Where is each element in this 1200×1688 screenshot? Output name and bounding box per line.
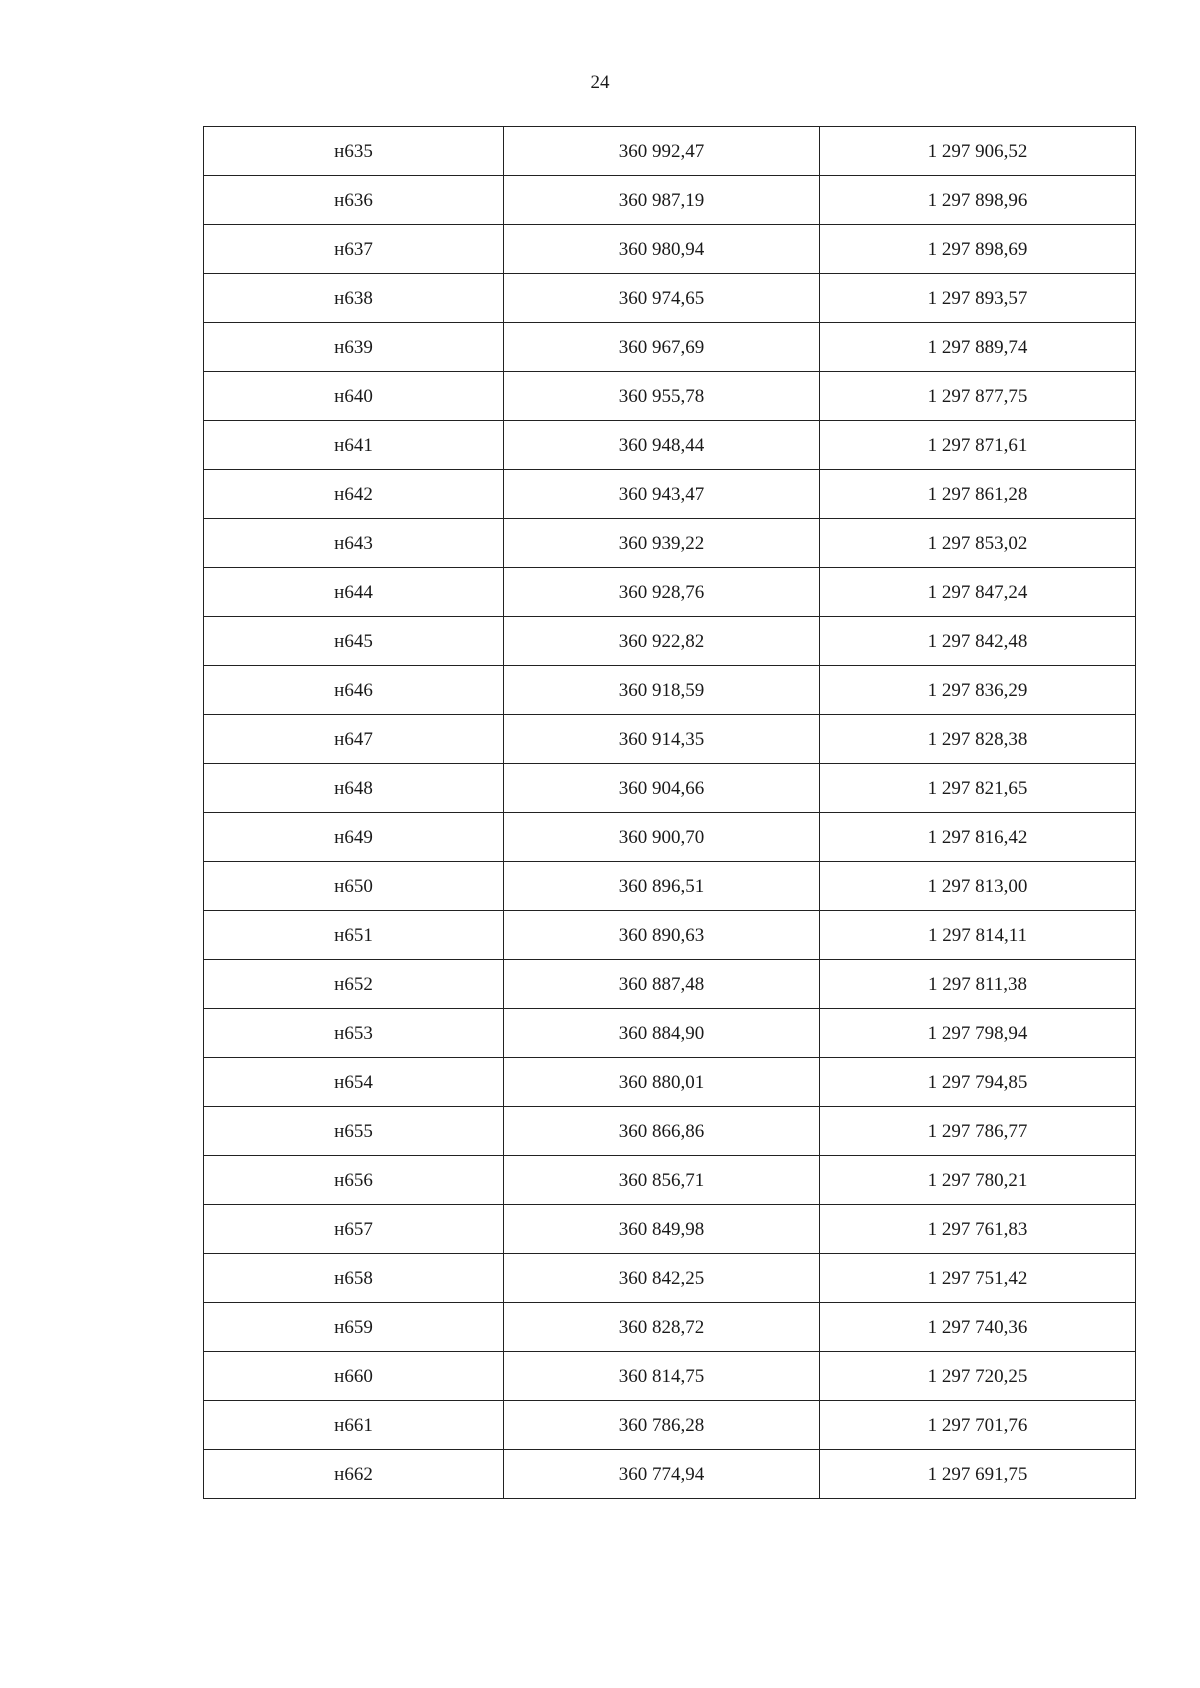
table-row: [204, 1352, 1136, 1401]
point-id-cell: н652: [204, 960, 504, 1009]
x-coordinate-cell: 360 842,25: [504, 1254, 820, 1303]
x-coordinate-cell: 360 814,75: [504, 1352, 820, 1401]
point-id-cell: н640: [204, 372, 504, 421]
point-id-cell: н646: [204, 666, 504, 715]
y-coordinate-cell: 1 297 898,69: [820, 225, 1136, 274]
y-coordinate-cell: 1 297 751,42: [820, 1254, 1136, 1303]
y-coordinate-cell: 1 297 861,28: [820, 470, 1136, 519]
y-coordinate-cell: 1 297 813,00: [820, 862, 1136, 911]
y-coordinate-cell: 1 297 761,83: [820, 1205, 1136, 1254]
x-coordinate-cell: 360 884,90: [504, 1009, 820, 1058]
x-coordinate-cell: 360 900,70: [504, 813, 820, 862]
table-row: [204, 519, 1136, 568]
table-row: [204, 1254, 1136, 1303]
y-coordinate-cell: 1 297 836,29: [820, 666, 1136, 715]
table-row: [204, 1156, 1136, 1205]
x-coordinate-cell: 360 922,82: [504, 617, 820, 666]
point-id-cell: н661: [204, 1401, 504, 1450]
point-id-cell: н660: [204, 1352, 504, 1401]
table-row: [204, 323, 1136, 372]
x-coordinate-cell: 360 887,48: [504, 960, 820, 1009]
x-coordinate-cell: 360 880,01: [504, 1058, 820, 1107]
table-row: [204, 666, 1136, 715]
table-row: [204, 862, 1136, 911]
table-row: [204, 1303, 1136, 1352]
y-coordinate-cell: 1 297 811,38: [820, 960, 1136, 1009]
y-coordinate-cell: 1 297 853,02: [820, 519, 1136, 568]
x-coordinate-cell: 360 992,47: [504, 127, 820, 176]
point-id-cell: н644: [204, 568, 504, 617]
x-coordinate-cell: 360 904,66: [504, 764, 820, 813]
table-row: [204, 911, 1136, 960]
coordinates-table-body: [204, 127, 1136, 1499]
x-coordinate-cell: 360 939,22: [504, 519, 820, 568]
x-coordinate-cell: 360 786,28: [504, 1401, 820, 1450]
point-id-cell: н653: [204, 1009, 504, 1058]
table-row: [204, 1107, 1136, 1156]
point-id-cell: н648: [204, 764, 504, 813]
point-id-cell: н650: [204, 862, 504, 911]
point-id-cell: н638: [204, 274, 504, 323]
y-coordinate-cell: 1 297 740,36: [820, 1303, 1136, 1352]
y-coordinate-cell: 1 297 871,61: [820, 421, 1136, 470]
x-coordinate-cell: 360 828,72: [504, 1303, 820, 1352]
y-coordinate-cell: 1 297 821,65: [820, 764, 1136, 813]
table-row: [204, 960, 1136, 1009]
y-coordinate-cell: 1 297 701,76: [820, 1401, 1136, 1450]
x-coordinate-cell: 360 849,98: [504, 1205, 820, 1254]
x-coordinate-cell: 360 967,69: [504, 323, 820, 372]
table-row: [204, 1450, 1136, 1499]
coordinates-table: [203, 126, 1136, 1499]
table-row: [204, 372, 1136, 421]
point-id-cell: н658: [204, 1254, 504, 1303]
point-id-cell: н641: [204, 421, 504, 470]
y-coordinate-cell: 1 297 786,77: [820, 1107, 1136, 1156]
point-id-cell: н642: [204, 470, 504, 519]
y-coordinate-cell: 1 297 877,75: [820, 372, 1136, 421]
table-row: [204, 176, 1136, 225]
x-coordinate-cell: 360 980,94: [504, 225, 820, 274]
x-coordinate-cell: 360 896,51: [504, 862, 820, 911]
table-row: [204, 764, 1136, 813]
page-number: 24: [590, 72, 610, 93]
x-coordinate-cell: 360 914,35: [504, 715, 820, 764]
y-coordinate-cell: 1 297 794,85: [820, 1058, 1136, 1107]
y-coordinate-cell: 1 297 814,11: [820, 911, 1136, 960]
table-row: [204, 1009, 1136, 1058]
x-coordinate-cell: 360 955,78: [504, 372, 820, 421]
point-id-cell: н645: [204, 617, 504, 666]
point-id-cell: н659: [204, 1303, 504, 1352]
table-row: [204, 225, 1136, 274]
x-coordinate-cell: 360 943,47: [504, 470, 820, 519]
x-coordinate-cell: 360 987,19: [504, 176, 820, 225]
point-id-cell: н656: [204, 1156, 504, 1205]
table-row: [204, 568, 1136, 617]
table-row: [204, 1205, 1136, 1254]
x-coordinate-cell: 360 948,44: [504, 421, 820, 470]
point-id-cell: н635: [204, 127, 504, 176]
table-row: [204, 274, 1136, 323]
point-id-cell: н636: [204, 176, 504, 225]
x-coordinate-cell: 360 928,76: [504, 568, 820, 617]
y-coordinate-cell: 1 297 798,94: [820, 1009, 1136, 1058]
x-coordinate-cell: 360 890,63: [504, 911, 820, 960]
point-id-cell: н662: [204, 1450, 504, 1499]
x-coordinate-cell: 360 774,94: [504, 1450, 820, 1499]
point-id-cell: н654: [204, 1058, 504, 1107]
point-id-cell: н637: [204, 225, 504, 274]
point-id-cell: н657: [204, 1205, 504, 1254]
table-row: [204, 1401, 1136, 1450]
y-coordinate-cell: 1 297 691,75: [820, 1450, 1136, 1499]
y-coordinate-cell: 1 297 720,25: [820, 1352, 1136, 1401]
table-row: [204, 127, 1136, 176]
x-coordinate-cell: 360 974,65: [504, 274, 820, 323]
y-coordinate-cell: 1 297 842,48: [820, 617, 1136, 666]
table-row: [204, 1058, 1136, 1107]
y-coordinate-cell: 1 297 893,57: [820, 274, 1136, 323]
table-row: [204, 715, 1136, 764]
point-id-cell: н651: [204, 911, 504, 960]
x-coordinate-cell: 360 918,59: [504, 666, 820, 715]
point-id-cell: н647: [204, 715, 504, 764]
table-row: [204, 617, 1136, 666]
x-coordinate-cell: 360 866,86: [504, 1107, 820, 1156]
y-coordinate-cell: 1 297 906,52: [820, 127, 1136, 176]
y-coordinate-cell: 1 297 847,24: [820, 568, 1136, 617]
point-id-cell: н655: [204, 1107, 504, 1156]
point-id-cell: н643: [204, 519, 504, 568]
y-coordinate-cell: 1 297 889,74: [820, 323, 1136, 372]
y-coordinate-cell: 1 297 780,21: [820, 1156, 1136, 1205]
x-coordinate-cell: 360 856,71: [504, 1156, 820, 1205]
y-coordinate-cell: 1 297 816,42: [820, 813, 1136, 862]
table-row: [204, 470, 1136, 519]
table-row: [204, 421, 1136, 470]
point-id-cell: н649: [204, 813, 504, 862]
table-row: [204, 813, 1136, 862]
point-id-cell: н639: [204, 323, 504, 372]
y-coordinate-cell: 1 297 898,96: [820, 176, 1136, 225]
y-coordinate-cell: 1 297 828,38: [820, 715, 1136, 764]
